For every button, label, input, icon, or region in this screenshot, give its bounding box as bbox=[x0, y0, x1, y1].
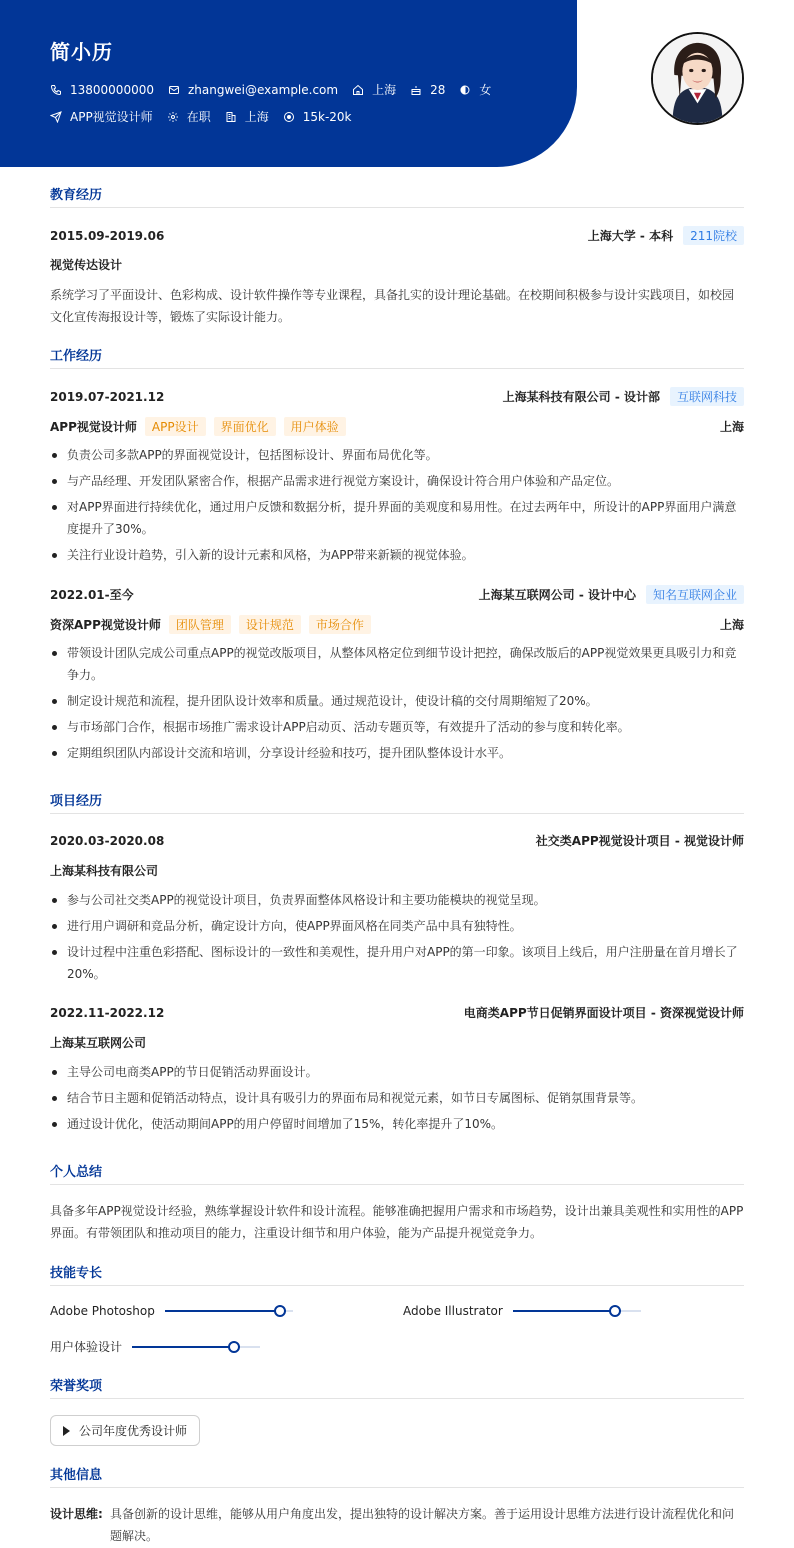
section-education: 教育经历 bbox=[50, 184, 744, 208]
list-item: 负责公司多款APP的界面视觉设计，包括图标设计、界面布局优化等。 bbox=[50, 444, 744, 466]
list-item: 主导公司电商类APP的节日促销活动界面设计。 bbox=[50, 1061, 744, 1083]
work-period: 2019.07-2021.12 bbox=[50, 389, 165, 404]
education-description: 系统学习了平面设计、色彩构成、设计软件操作等专业课程，具备扎实的设计理论基础。在校期间积极参与设计实践项目，如校园文化宣传海报设计等，锻炼了实际设计能力。 bbox=[50, 288, 735, 324]
work-period: 2022.01-至今 bbox=[50, 588, 134, 602]
award-text: 公司年度优秀设计师 bbox=[79, 1424, 188, 1438]
list-item: 制定设计规范和流程，提升团队设计效率和质量。通过规范设计，使设计稿的交付周期缩短了20%。 bbox=[50, 690, 744, 712]
contact-row bbox=[50, 81, 505, 98]
coin-icon bbox=[283, 111, 295, 123]
project-period: 2020.03-2020.08 bbox=[50, 833, 165, 848]
hometown-item bbox=[352, 81, 396, 98]
education-header bbox=[50, 226, 744, 245]
email-item bbox=[168, 83, 338, 97]
section-other: 其他信息 bbox=[50, 1464, 744, 1488]
section-projects: 项目经历 bbox=[50, 790, 744, 814]
mail-icon bbox=[168, 84, 180, 96]
project-company: 上海某互联网公司 bbox=[50, 1036, 147, 1050]
phone-item bbox=[50, 83, 154, 97]
skill-tag: 设计规范 bbox=[239, 615, 301, 634]
project-period: 2022.11-2022.12 bbox=[50, 1005, 165, 1020]
list-item: 进行用户调研和竞品分析，确定设计方向，使APP界面风格在同类产品中具有独特性。 bbox=[50, 915, 744, 937]
home-icon bbox=[352, 84, 364, 96]
gear-icon bbox=[167, 111, 179, 123]
work-location: 上海 bbox=[719, 420, 744, 434]
candidate-name: 简小历 bbox=[50, 40, 113, 64]
project-header bbox=[50, 832, 744, 849]
job-target-item bbox=[50, 108, 153, 125]
work-location: 上海 bbox=[719, 618, 744, 632]
skill-tag: 界面优化 bbox=[214, 417, 276, 436]
gender-text: 女 bbox=[479, 83, 492, 97]
age-text: 28 bbox=[430, 82, 446, 97]
work-company: 上海某科技有限公司 - 设计部 bbox=[502, 390, 660, 404]
avatar bbox=[651, 32, 744, 125]
project-bullets bbox=[50, 1061, 744, 1139]
email-text: zhangwei@example.com bbox=[187, 82, 339, 97]
project-name: 社交类APP视觉设计项目 - 视觉设计师 bbox=[535, 834, 744, 848]
list-item: 带领设计团队完成公司重点APP的视觉改版项目，从整体风格定位到细节设计把控，确保改版后的APP视觉效果更具吸引力和竞争力。 bbox=[50, 642, 744, 686]
list-item: 对APP界面进行持续优化，通过用户反馈和数据分析，提升界面的美观度和易用性。在过去两年中，所设计的APP界面用户满意度提升了30%。 bbox=[50, 496, 744, 540]
work-role: 资深APP视觉设计师 bbox=[50, 618, 161, 632]
list-item: 与市场部门合作，根据市场推广需求设计APP启动页、活动专题页等，有效提升了活动的参与度和转化率。 bbox=[50, 716, 744, 738]
other-info bbox=[50, 1503, 744, 1547]
status-text: 在职 bbox=[186, 110, 211, 124]
summary-text: 具备多年APP视觉设计经验，熟练掌握设计软件和设计流程。能够准确把握用户需求和市场趋势，设计出兼具美观性和实用性的APP界面。有带领团队和推动项目的能力，注重设计细节和用户体验，能为产品提升视觉竞争力。 bbox=[50, 1204, 744, 1240]
work-bullets bbox=[50, 444, 744, 570]
city-item bbox=[225, 108, 269, 125]
education-major: 视觉传达设计 bbox=[50, 258, 123, 272]
education-school: 上海大学 - 本科 bbox=[587, 229, 674, 243]
list-item: 定期组织团队内部设计交流和培训，分享设计经验和技巧，提升团队整体设计水平。 bbox=[50, 742, 744, 764]
list-item: 参与公司社交类APP的视觉设计项目，负责界面整体风格设计和主要功能模块的视觉呈现。 bbox=[50, 889, 744, 911]
skill-name: Adobe Photoshop bbox=[50, 1304, 155, 1318]
work-role: APP视觉设计师 bbox=[50, 420, 137, 434]
section-work: 工作经历 bbox=[50, 345, 744, 369]
status-item bbox=[167, 108, 211, 125]
skill-tag: 用户体验 bbox=[284, 417, 346, 436]
education-period: 2015.09-2019.06 bbox=[50, 228, 165, 243]
section-honors: 荣誉奖项 bbox=[50, 1375, 744, 1399]
company-tag: 互联网科技 bbox=[670, 387, 744, 406]
work-role-row bbox=[50, 615, 744, 634]
work-company: 上海某互联网公司 - 设计中心 bbox=[478, 588, 636, 602]
school-tag: 211院校 bbox=[683, 226, 744, 245]
skill-tag: 市场合作 bbox=[309, 615, 371, 634]
company-tag: 知名互联网企业 bbox=[646, 585, 744, 604]
project-bullets bbox=[50, 889, 744, 989]
building-icon bbox=[225, 111, 237, 123]
work-bullets bbox=[50, 642, 744, 768]
cake-icon bbox=[410, 84, 422, 96]
phone-icon bbox=[50, 84, 62, 96]
job-target-text: APP视觉设计师 bbox=[70, 110, 153, 124]
section-skills: 技能专长 bbox=[50, 1262, 744, 1286]
send-icon bbox=[50, 111, 62, 123]
work-header bbox=[50, 585, 744, 604]
skill-bar bbox=[132, 1346, 260, 1348]
hometown-text: 上海 bbox=[372, 83, 397, 97]
gender-icon bbox=[459, 84, 471, 96]
project-company: 上海某科技有限公司 bbox=[50, 864, 159, 878]
skill-bar bbox=[165, 1310, 293, 1312]
skill-bar bbox=[513, 1310, 641, 1312]
award-item bbox=[50, 1415, 200, 1446]
intent-row bbox=[50, 108, 366, 125]
salary-text: 15k-20k bbox=[302, 109, 352, 124]
skill-item bbox=[403, 1304, 641, 1318]
list-item: 结合节日主题和促销活动特点，设计具有吸引力的界面布局和视觉元素，如节日专属图标、促销氛围背景等。 bbox=[50, 1087, 744, 1109]
work-header bbox=[50, 387, 744, 406]
avatar-photo-icon bbox=[653, 34, 742, 123]
skill-item bbox=[50, 1338, 260, 1355]
city-text: 上海 bbox=[244, 110, 269, 124]
salary-item bbox=[283, 110, 352, 124]
skill-item bbox=[50, 1304, 293, 1318]
skill-knob bbox=[274, 1305, 286, 1317]
phone-text: 13800000000 bbox=[70, 82, 154, 97]
gender-item bbox=[459, 81, 491, 98]
skill-knob bbox=[609, 1305, 621, 1317]
other-label: 设计思维: bbox=[50, 1507, 103, 1521]
section-summary: 个人总结 bbox=[50, 1161, 744, 1185]
other-text: 具备创新的设计思维，能够从用户角度出发，提出独特的设计解决方案。善于运用设计思维方法进行设计流程优化和问题解决。 bbox=[110, 1507, 735, 1543]
skill-knob bbox=[228, 1341, 240, 1353]
age-item bbox=[410, 83, 445, 97]
skill-tag: 团队管理 bbox=[169, 615, 231, 634]
list-item: 通过设计优化，使活动期间APP的用户停留时间增加了15%，转化率提升了10%。 bbox=[50, 1113, 744, 1135]
project-header bbox=[50, 1004, 744, 1021]
work-role-row bbox=[50, 417, 744, 436]
list-item: 与产品经理、开发团队紧密合作，根据产品需求进行视觉方案设计，确保设计符合用户体验和产品定位。 bbox=[50, 470, 744, 492]
skill-tag: APP设计 bbox=[145, 417, 206, 436]
list-item: 设计过程中注重色彩搭配、图标设计的一致性和美观性，提升用户对APP的第一印象。该项目上线后，用户注册量在首月增长了20%。 bbox=[50, 941, 744, 985]
skill-name: Adobe Illustrator bbox=[403, 1304, 503, 1318]
skill-name: 用户体验设计 bbox=[50, 1340, 123, 1354]
list-item: 关注行业设计趋势，引入新的设计元素和风格，为APP带来新颖的视觉体验。 bbox=[50, 544, 744, 566]
triangle-right-icon bbox=[63, 1426, 70, 1436]
project-name: 电商类APP节日促销界面设计项目 - 资深视觉设计师 bbox=[463, 1006, 744, 1020]
